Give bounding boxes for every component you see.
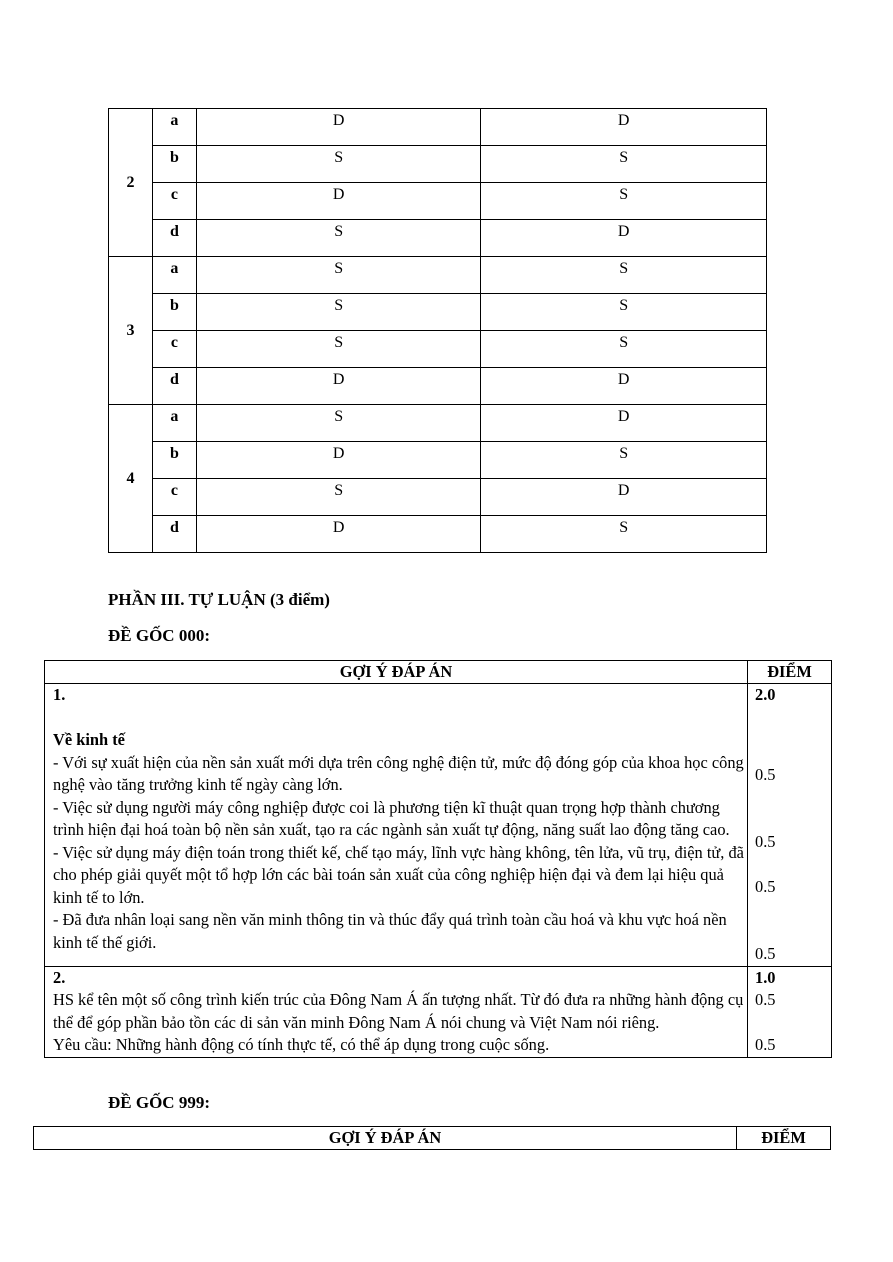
answer-cell: S <box>196 405 481 442</box>
table-row <box>109 442 767 479</box>
answer-content <box>45 684 748 967</box>
question-number: 2 <box>109 109 153 257</box>
answer-content <box>45 966 748 1057</box>
question-number: 1. <box>53 685 66 704</box>
table-row <box>109 257 767 294</box>
row-label: b <box>152 146 196 183</box>
answer-text: HS kể tên một số công trình kiến trúc của Đông Nam Á ấn tượng nhất. Từ đó đưa ra những hành động cụ thể để góp phần bảo tồn các di sản văn minh Đông Nam Á nói chung và Việt Nam nói riêng. <box>53 990 744 1032</box>
column-header-answer: GỢI Ý ĐÁP ÁN <box>34 1127 737 1150</box>
row-label: a <box>152 257 196 294</box>
row-label: a <box>152 109 196 146</box>
table-row <box>45 684 832 967</box>
row-label: d <box>152 220 196 257</box>
answer-cell: D <box>481 405 767 442</box>
answer-cell: D <box>196 516 481 553</box>
answer-cell: D <box>481 220 767 257</box>
subheading: Về kinh tế <box>53 730 125 749</box>
points-cell <box>748 966 832 1057</box>
points-total: 1.0 <box>755 967 776 987</box>
answer-cell: S <box>481 146 767 183</box>
answer-cell: D <box>196 368 481 405</box>
answer-cell: D <box>196 183 481 220</box>
table-header-row <box>45 661 832 684</box>
answer-cell: D <box>481 368 767 405</box>
answer-cell: D <box>196 109 481 146</box>
answer-cell: S <box>481 516 767 553</box>
answer-cell: D <box>196 442 481 479</box>
answer-item: - Việc sử dụng máy điện toán trong thiết kế, chế tạo máy, lĩnh vực hàng không, tên lửa, vũ trụ, điện tử, đã cho phép giải quyết một tổ hợp lớn các bài toán sản xuất của công nghiệp hiện đại và đem lại hiệu quả kinh tế to lớn. <box>53 842 744 907</box>
row-label: c <box>152 479 196 516</box>
essay-answer-table <box>44 660 832 1058</box>
row-label: d <box>152 516 196 553</box>
row-label: a <box>152 405 196 442</box>
column-header-points: ĐIỂM <box>748 661 832 684</box>
exam-code-000: ĐỀ GỐC 000: <box>108 626 210 645</box>
table-row <box>109 109 767 146</box>
answer-item: - Với sự xuất hiện của nền sản xuất mới dựa trên công nghệ điện tử, mức độ đóng góp của khoa học công nghệ vào tăng trưởng kinh tế ngày càng lớn. <box>53 752 744 794</box>
table-row <box>109 331 767 368</box>
table-header-row <box>34 1127 831 1150</box>
table-row <box>109 294 767 331</box>
points-total: 2.0 <box>755 685 776 704</box>
points-value: 0.5 <box>755 832 776 851</box>
column-header-points: ĐIỂM <box>737 1127 831 1150</box>
row-label: c <box>152 183 196 220</box>
table-row <box>109 479 767 516</box>
column-header-answer: GỢI Ý ĐÁP ÁN <box>45 661 748 684</box>
question-number: 3 <box>109 257 153 405</box>
points-value: 0.5 <box>755 1035 776 1054</box>
question-number: 4 <box>109 405 153 553</box>
answer-item: - Việc sử dụng người máy công nghiệp được coi là phương tiện kĩ thuật quan trọng hợp thành chương trình hiện đại hoá toàn bộ nền sản xuất, tạo ra các ngành sản xuất tự động, năng suất lao động tăng cao. <box>53 797 730 839</box>
table-row <box>109 516 767 553</box>
answer-cell: S <box>481 442 767 479</box>
section-title: PHẦN III. TỰ LUẬN (3 điểm) <box>108 590 330 609</box>
answer-cell: S <box>481 257 767 294</box>
table-row <box>109 146 767 183</box>
table-row <box>109 368 767 405</box>
answer-cell: D <box>481 479 767 516</box>
table-row <box>109 220 767 257</box>
points-cell <box>748 684 832 967</box>
answer-table <box>108 108 767 553</box>
table-row <box>109 405 767 442</box>
points-value: 0.5 <box>755 876 776 896</box>
answer-cell: S <box>196 331 481 368</box>
answer-item: - Đã đưa nhân loại sang nền văn minh thông tin và thúc đẩy quá trình toàn cầu hoá và khu vực hoá nền kinh tế thế giới. <box>53 910 727 952</box>
answer-cell: S <box>481 331 767 368</box>
table-row <box>45 966 832 1057</box>
points-value: 0.5 <box>755 944 776 963</box>
points-value: 0.5 <box>755 990 776 1009</box>
table-row <box>109 183 767 220</box>
answer-cell: S <box>196 257 481 294</box>
essay-answer-table-999 <box>33 1126 831 1150</box>
row-label: c <box>152 331 196 368</box>
row-label: b <box>152 294 196 331</box>
points-value: 0.5 <box>755 764 776 784</box>
answer-cell: S <box>481 183 767 220</box>
answer-cell: S <box>196 294 481 331</box>
answer-cell: S <box>481 294 767 331</box>
answer-cell: S <box>196 479 481 516</box>
row-label: d <box>152 368 196 405</box>
answer-cell: D <box>481 109 767 146</box>
answer-cell: S <box>196 146 481 183</box>
exam-code-999: ĐỀ GỐC 999: <box>108 1093 210 1112</box>
answer-cell: S <box>196 220 481 257</box>
question-number: 2. <box>53 967 66 987</box>
row-label: b <box>152 442 196 479</box>
answer-requirement: Yêu cầu: Những hành động có tính thực tế, có thể áp dụng trong cuộc sống. <box>53 1035 550 1054</box>
